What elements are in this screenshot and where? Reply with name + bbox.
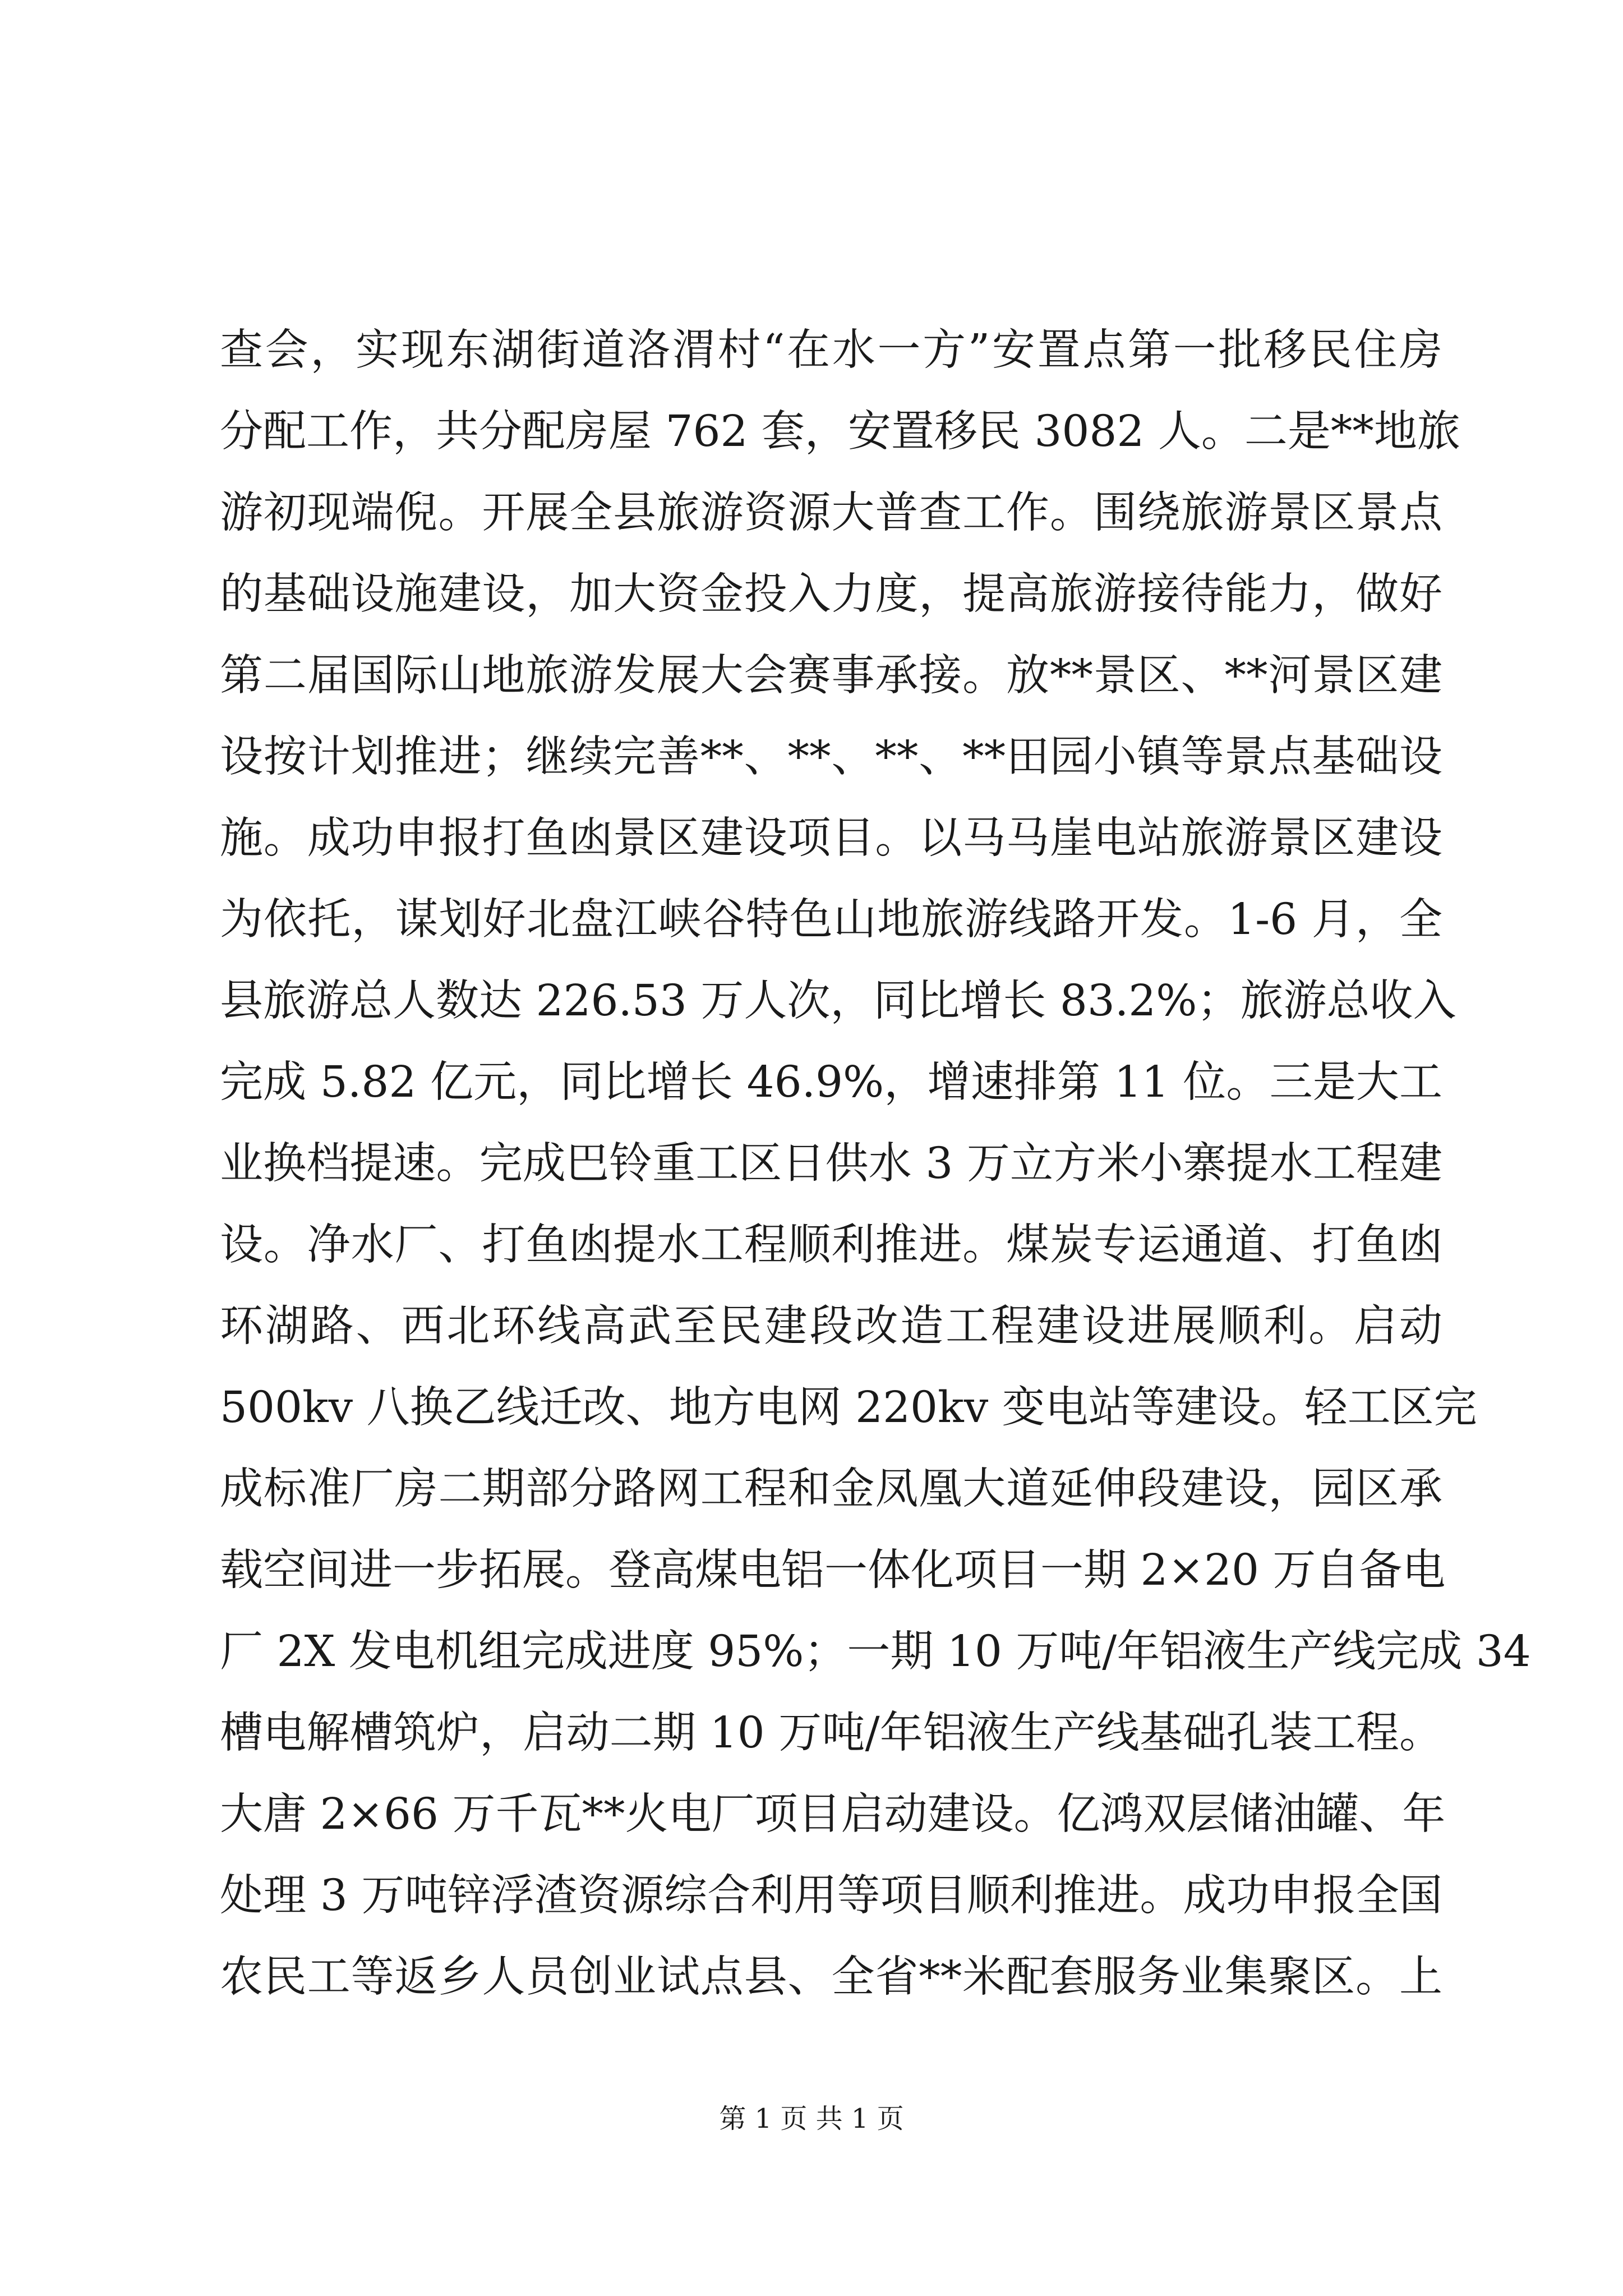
page-number: 第 1 页 共 1 页 (719, 2103, 904, 2134)
text-line: 农民工等返乡人员创业试点县、全省**米配套服务业集聚区。上 (220, 1952, 1442, 2002)
text-line: 载空间进一步拓展。登高煤电铝一体化项目一期 2×20 万自备电 (220, 1545, 1446, 1595)
text-line: 成标准厂房二期部分路网工程和金凤凰大道延伸段建设，园区承 (220, 1464, 1442, 1514)
body-text (220, 310, 1531, 2018)
text-line: 查会，实现东湖街道洛渭村“在水一方”安置点第一批移民住房 (220, 325, 1442, 375)
text-line: 厂 2X 发电机组完成进度 95%；一期 10 万吨/年铝液生产线完成 34 (220, 1627, 1531, 1677)
text-line: 设按计划推进；继续完善**、**、**、**田园小镇等景点基础设 (220, 732, 1442, 782)
text-line: 处理 3 万吨锌浮渣资源综合利用等项目顺利推进。成功申报全国 (220, 1871, 1442, 1921)
text-line: 游初现端倪。开展全县旅游资源大普查工作。围绕旅游景区景点 (220, 488, 1442, 538)
text-line: 施。成功申报打鱼凼景区建设项目。以马马崖电站旅游景区建设 (220, 813, 1442, 863)
page-footer (0, 2099, 1623, 2138)
text-line: 业换档提速。完成巴铃重工区日供水 3 万立方米小寨提水工程建 (220, 1139, 1442, 1189)
text-line: 的基础设施建设，加大资金投入力度，提高旅游接待能力，做好 (220, 569, 1442, 619)
text-line: 大唐 2×66 万千瓦**火电厂项目启动建设。亿鸿双层储油罐、年 (220, 1789, 1446, 1839)
text-line: 槽电解槽筑炉，启动二期 10 万吨/年铝液生产线基础孔装工程。 (220, 1708, 1442, 1758)
text-line: 设。净水厂、打鱼凼提水工程顺利推进。煤炭专运通道、打鱼凼 (220, 1220, 1442, 1270)
text-line: 环湖路、西北环线高武至民建段改造工程建设进展顺利。启动 (220, 1301, 1442, 1351)
text-line: 500kv 八换乙线迁改、地方电网 220kv 变电站等建设。轻工区完 (220, 1383, 1477, 1433)
text-line: 完成 5.82 亿元，同比增长 46.9%，增速排第 11 位。三是大工 (220, 1057, 1442, 1107)
text-line: 为依托，谋划好北盘江峡谷特色山地旅游线路开发。1-6 月，全 (220, 895, 1442, 945)
text-line: 县旅游总人数达 226.53 万人次，同比增长 83.2%；旅游总收入 (220, 976, 1456, 1026)
text-line: 分配工作，共分配房屋 762 套，安置移民 3082 人。二是**地旅 (220, 407, 1460, 457)
text-line: 第二届国际山地旅游发展大会赛事承接。放**景区、**河景区建 (220, 651, 1442, 701)
